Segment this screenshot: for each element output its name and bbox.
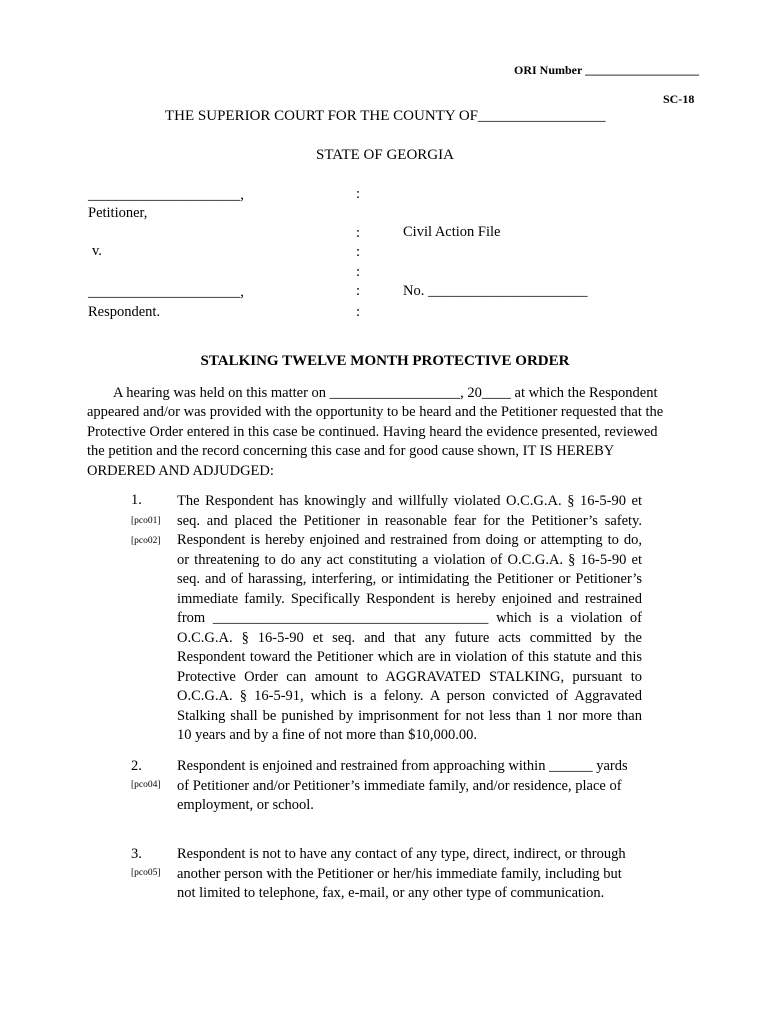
order-item-text: Respondent is not to have any contact of any type, direct, indirect, or through another person with the Petitioner or her/his immediate family, including but not limited to telephone, fax, e-mail, or any other type of communication.	[177, 846, 626, 901]
caption-colon: :	[356, 283, 361, 299]
item-code: [pco01]	[131, 516, 161, 526]
caption-colon: :	[356, 304, 361, 320]
caption-colon: :	[356, 186, 361, 202]
order-item-text: Respondent is enjoined and restrained from approaching within ______ yards of Petitioner and/or Petitioner’s immediate family, and/or residence, place of employment, or school.	[177, 758, 628, 813]
ori-number-field: ORI Number ___________________	[514, 63, 700, 77]
state-heading: STATE OF GEORGIA	[316, 147, 454, 163]
petitioner-label: Petitioner,	[88, 205, 148, 221]
caption-colon: :	[356, 244, 361, 260]
versus-label: v.	[92, 243, 102, 259]
petitioner-name-blank: _____________________,	[88, 187, 244, 203]
order-item-text: The Respondent has knowingly and willfully violated O.C.G.A. § 16-5-90 et seq. and placed the Petitioner in reasonable fear for the Petitioner’s safety. Respondent is hereby enjoined and restrained from doing or attempting to do, or threatening to do any act constituting a violation of O.C.G.A. § 16-5-90 et seq. and of harassing, interfering, or intimidating the Petitioner or Petitioner’s immediate family. Specifically Respondent is hereby enjoined and restrained from ______________________________________ which is a violation of O.C.G.A. § 16-5-90 et seq. and that any future acts committed by the Respondent toward the Petitioner which are in violation of this statute and this Protective Order can amount to AGGRAVATED STALKING, pursuant to O.C.G.A. § 16-5-91, which is a felony. A person convicted of Aggravated Stalking shall be punished by imprisonment for not less than 1 nor more than 10 years and by a fine of not more than $10,000.00.	[177, 493, 642, 743]
item-code: [pco02]	[131, 536, 161, 546]
court-heading: THE SUPERIOR COURT FOR THE COUNTY OF_________________	[165, 108, 606, 124]
item-number: 1.	[131, 492, 142, 508]
respondent-name-blank: _____________________,	[88, 284, 244, 300]
intro-paragraph: A hearing was held on this matter on __________________, 20____ at which the Respondent appeared and/or was provided with the opportunity to be heard and the Petitioner requested that the Protective Order entered in this case be continued. Having heard the evidence presented, reviewed the petition and the record concerning this case and for good cause shown, IT IS HEREBY ORDERED AND ADJUDGED:	[87, 385, 664, 479]
form-number: SC-18	[663, 92, 695, 106]
respondent-label: Respondent.	[88, 304, 161, 320]
civil-action-label: Civil Action File	[403, 224, 501, 240]
item-number: 3.	[131, 846, 142, 862]
caption-colon: :	[356, 264, 361, 280]
case-number-field: No. ______________________	[403, 283, 588, 299]
item-code: [pco05]	[131, 868, 161, 878]
item-code: [pco04]	[131, 780, 161, 790]
item-number: 2.	[131, 758, 142, 774]
order-title: STALKING TWELVE MONTH PROTECTIVE ORDER	[200, 353, 570, 369]
caption-colon: :	[356, 225, 361, 241]
